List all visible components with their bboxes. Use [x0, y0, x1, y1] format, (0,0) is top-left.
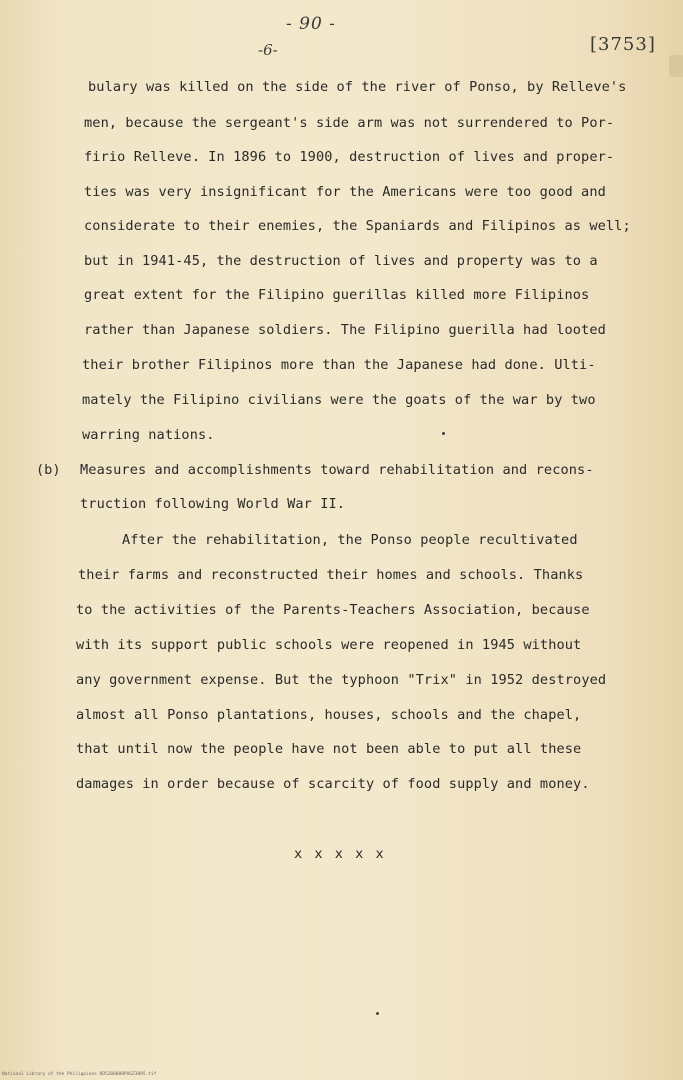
end-mark: x x x x x — [294, 846, 386, 862]
handwritten-page-number: - 90 - — [286, 14, 336, 34]
section-heading-line: truction following World War II. — [80, 496, 346, 512]
paragraph-line: with its support public schools were reopened in 1945 without — [76, 637, 582, 653]
paragraph-line: almost all Ponso plantations, houses, schools and the chapel, — [76, 707, 582, 723]
body-line: firio Relleve. In 1896 to 1900, destruction of lives and proper- — [84, 149, 615, 165]
paragraph-line: that until now the people have not been able to put all these — [76, 741, 582, 757]
body-line: warring nations. — [82, 427, 215, 443]
ink-speck — [376, 1012, 379, 1015]
reference-number: [3753] — [590, 34, 656, 55]
body-line: mately the Filipino civilians were the goats of the war by two — [82, 392, 596, 408]
paragraph-line: damages in order because of scarcity of food supply and money. — [76, 776, 590, 792]
ink-speck — [442, 432, 445, 435]
body-line: bulary was killed on the side of the river of Ponso, by Relleve's — [88, 79, 627, 95]
body-line: rather than Japanese soldiers. The Filipino guerilla had looted — [84, 322, 606, 338]
body-line: their brother Filipinos more than the Japanese had done. Ulti- — [82, 357, 596, 373]
paragraph-line: to the activities of the Parents-Teachers Association, because — [76, 602, 590, 618]
section-label: (b) — [36, 462, 61, 478]
page-edge-tab — [669, 55, 683, 77]
body-line: ties was very insignificant for the Americans were too good and — [84, 184, 606, 200]
typed-page-number: -6- — [258, 41, 278, 59]
body-line: great extent for the Filipino guerillas killed more Filipinos — [84, 287, 590, 303]
paragraph-line: their farms and reconstructed their homes and schools. Thanks — [78, 567, 584, 583]
paragraph-line: any government expense. But the typhoon "Trix" in 1952 destroyed — [76, 672, 607, 688]
body-line: considerate to their enemies, the Spaniards and Filipinos as well; — [84, 218, 631, 234]
body-line: but in 1941-45, the destruction of lives and property was to a — [84, 253, 598, 269]
footer-caption: National Library of the Philippines HD5208888POGZ3095.tif — [2, 1072, 157, 1077]
paragraph-line: After the rehabilitation, the Ponso people recultivated — [122, 532, 578, 548]
body-line: men, because the sergeant's side arm was not surrendered to Por- — [84, 115, 615, 131]
section-heading-line: Measures and accomplishments toward rehabilitation and recons- — [80, 462, 594, 478]
